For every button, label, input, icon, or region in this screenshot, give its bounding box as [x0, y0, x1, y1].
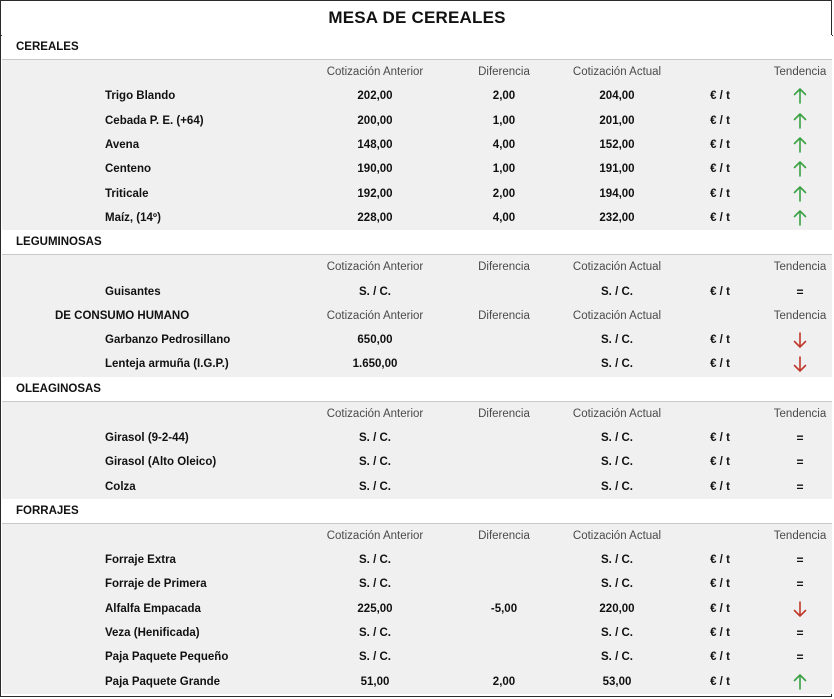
price-unit: € / t	[710, 651, 730, 664]
trend-indicator	[762, 670, 834, 694]
arrow-up-icon	[793, 160, 807, 178]
product-name: Forraje Extra	[105, 554, 176, 567]
section-label: FORRAJES	[16, 504, 79, 517]
equal-icon: =	[796, 284, 804, 299]
price-unit: € / t	[710, 675, 730, 688]
price-actual: 53,00	[602, 675, 632, 688]
section-label: OLEAGINOSAS	[16, 382, 101, 395]
product-name: Guisantes	[105, 285, 161, 298]
section-header	[2, 377, 832, 401]
trend-indicator	[762, 181, 834, 205]
price-anterior: 200,00	[357, 114, 393, 127]
trend-indicator	[762, 621, 834, 645]
price-diferencia	[464, 572, 544, 596]
section-header	[2, 499, 832, 523]
price-actual: 191,00	[599, 163, 635, 176]
table-row	[2, 157, 832, 181]
column-header-actual: Cotización Actual	[572, 309, 662, 322]
product-name: Girasol (Alto Oleico)	[105, 456, 217, 469]
column-header-row	[2, 59, 832, 84]
price-anterior: S. / C.	[359, 432, 391, 444]
trend-indicator	[762, 426, 834, 450]
subsection-header-row	[2, 304, 832, 328]
price-actual: S. / C.	[601, 358, 633, 371]
price-anterior: 190,00	[357, 163, 393, 176]
arrow-up-icon	[793, 112, 807, 130]
arrow-down-icon	[793, 331, 807, 349]
price-anterior: 202,00	[357, 90, 393, 103]
table-row	[2, 621, 832, 645]
trend-indicator	[762, 109, 834, 133]
column-header-actual: Cotización Actual	[572, 261, 662, 274]
table-row	[2, 474, 832, 498]
price-anterior: 1.650,00	[352, 358, 398, 371]
price-anterior: S. / C.	[359, 554, 391, 567]
price-diferencia: -5,00	[490, 602, 518, 615]
product-name: Centeno	[105, 163, 151, 176]
product-name: Colza	[105, 480, 136, 493]
price-diferencia: 1,00	[492, 114, 516, 127]
equal-icon: =	[796, 479, 804, 494]
price-diferencia	[464, 450, 544, 474]
arrow-up-icon	[793, 136, 807, 154]
column-header-tendencia: Tendencia	[773, 66, 827, 79]
table-row	[2, 328, 832, 352]
price-anterior: S. / C.	[359, 285, 391, 298]
price-unit: € / t	[710, 163, 730, 176]
equal-icon: =	[796, 431, 804, 445]
arrow-up-icon	[793, 209, 807, 227]
table-row	[2, 597, 832, 621]
price-anterior: 650,00	[357, 334, 393, 347]
price-diferencia	[464, 474, 544, 498]
trend-indicator	[762, 572, 834, 596]
price-diferencia: 4,00	[492, 139, 516, 152]
table-row	[2, 206, 832, 230]
column-header-actual: Cotización Actual	[572, 66, 662, 79]
arrow-up-icon	[793, 185, 807, 203]
price-anterior: 148,00	[357, 139, 393, 152]
column-header-diferencia: Diferencia	[478, 66, 530, 79]
price-diferencia: 4,00	[492, 211, 516, 224]
price-diferencia: 1,00	[492, 163, 516, 176]
product-name: Veza (Henificada)	[105, 627, 200, 640]
column-header-row	[2, 523, 832, 548]
arrow-down-icon	[793, 355, 807, 373]
price-actual: S. / C.	[601, 334, 633, 347]
price-actual: 220,00	[599, 602, 635, 615]
price-anterior: S. / C.	[359, 480, 391, 493]
price-diferencia	[464, 426, 544, 450]
arrow-up-icon	[793, 87, 807, 105]
price-anterior: 228,00	[357, 211, 393, 224]
page-title: MESA DE CEREALES	[1, 1, 833, 36]
price-unit: € / t	[710, 114, 730, 127]
trend-indicator	[762, 84, 834, 108]
product-name: Forraje de Primera	[105, 578, 207, 591]
product-name: Cebada P. E. (+64)	[105, 114, 204, 127]
product-name: Paja Paquete Pequeño	[105, 651, 229, 664]
section-label: CEREALES	[16, 41, 79, 53]
price-diferencia	[464, 352, 544, 376]
price-unit: € / t	[710, 211, 730, 224]
product-name: Avena	[105, 139, 140, 152]
product-name: Girasol (9-2-44)	[105, 432, 189, 444]
arrow-down-icon	[793, 600, 807, 618]
column-header-actual: Cotización Actual	[572, 529, 662, 542]
product-name: Alfalfa Empacada	[105, 602, 201, 615]
price-actual: 152,00	[599, 139, 635, 152]
price-diferencia: 2,00	[492, 90, 516, 103]
price-actual: S. / C.	[601, 285, 633, 298]
price-diferencia	[464, 621, 544, 645]
subsection-label: DE CONSUMO HUMANO	[55, 309, 190, 322]
price-unit: € / t	[710, 627, 730, 640]
product-name: Triticale	[105, 187, 149, 200]
trend-indicator	[762, 597, 834, 621]
trend-indicator	[762, 548, 834, 572]
column-header-tendencia: Tendencia	[773, 529, 827, 542]
product-name: Trigo Blando	[105, 90, 176, 103]
price-unit: € / t	[710, 602, 730, 615]
price-diferencia	[464, 548, 544, 572]
trend-indicator	[762, 279, 834, 303]
price-unit: € / t	[710, 334, 730, 347]
table-row	[2, 426, 832, 450]
column-header-anterior: Cotización Anterior	[326, 309, 424, 322]
table-body	[2, 35, 832, 694]
price-diferencia: 2,00	[492, 187, 516, 200]
equal-icon: =	[796, 455, 804, 470]
price-unit: € / t	[710, 358, 730, 371]
trend-indicator	[762, 328, 834, 352]
column-header-diferencia: Diferencia	[478, 309, 530, 322]
price-actual: 232,00	[599, 211, 635, 224]
column-header-tendencia: Tendencia	[773, 407, 827, 420]
price-actual: S. / C.	[601, 480, 633, 493]
price-anterior: S. / C.	[359, 627, 391, 640]
table-row	[2, 670, 832, 694]
product-name: Garbanzo Pedrosillano	[105, 334, 231, 347]
trend-indicator	[762, 206, 834, 230]
product-name: Paja Paquete Grande	[105, 675, 221, 688]
product-name: Maíz, (14º)	[105, 211, 161, 224]
price-actual: S. / C.	[601, 554, 633, 567]
price-unit: € / t	[710, 578, 730, 591]
trend-indicator	[762, 645, 834, 669]
column-header-anterior: Cotización Anterior	[326, 529, 424, 542]
price-unit: € / t	[710, 432, 730, 444]
trend-indicator	[762, 133, 834, 157]
price-diferencia	[464, 328, 544, 352]
column-header-diferencia: Diferencia	[478, 407, 530, 420]
section-label: LEGUMINOSAS	[16, 236, 102, 249]
price-diferencia	[464, 645, 544, 669]
price-actual: S. / C.	[601, 627, 633, 640]
table-row	[2, 548, 832, 572]
arrow-up-icon	[793, 673, 807, 691]
price-actual: 201,00	[599, 114, 635, 127]
table-row	[2, 572, 832, 596]
product-name: Lenteja armuña (I.G.P.)	[105, 358, 229, 371]
price-anterior: S. / C.	[359, 651, 391, 664]
column-header-anterior: Cotización Anterior	[326, 407, 424, 420]
price-anterior: S. / C.	[359, 456, 391, 469]
table-row	[2, 133, 832, 157]
table-row	[2, 352, 832, 376]
column-header-actual: Cotización Actual	[572, 407, 662, 420]
column-header-diferencia: Diferencia	[478, 261, 530, 274]
column-header-anterior: Cotización Anterior	[326, 261, 424, 274]
equal-icon: =	[796, 650, 804, 665]
price-anterior: 192,00	[357, 187, 393, 200]
table-row	[2, 84, 832, 108]
price-unit: € / t	[710, 139, 730, 152]
price-diferencia: 2,00	[492, 675, 516, 688]
price-actual: S. / C.	[601, 432, 633, 444]
equal-icon: =	[796, 577, 804, 592]
price-actual: 204,00	[599, 90, 635, 103]
table-row	[2, 181, 832, 205]
equal-icon: =	[796, 626, 804, 641]
trend-indicator	[762, 474, 834, 498]
column-header-diferencia: Diferencia	[478, 529, 530, 542]
price-unit: € / t	[710, 90, 730, 103]
price-anterior: 51,00	[360, 675, 390, 688]
price-anterior: S. / C.	[359, 578, 391, 591]
price-actual: 194,00	[599, 187, 635, 200]
table-row	[2, 279, 832, 303]
table-row	[2, 450, 832, 474]
price-actual: S. / C.	[601, 456, 633, 469]
column-header-tendencia: Tendencia	[773, 309, 827, 322]
equal-icon: =	[796, 553, 804, 568]
price-unit: € / t	[710, 285, 730, 298]
price-unit: € / t	[710, 554, 730, 567]
column-header-row	[2, 254, 832, 279]
price-anterior: 225,00	[357, 602, 393, 615]
section-header	[2, 35, 832, 59]
trend-indicator	[762, 157, 834, 181]
trend-indicator	[762, 352, 834, 376]
price-unit: € / t	[710, 187, 730, 200]
price-actual: S. / C.	[601, 651, 633, 664]
table-row	[2, 645, 832, 669]
column-header-row	[2, 401, 832, 426]
column-header-anterior: Cotización Anterior	[326, 66, 424, 79]
price-unit: € / t	[710, 480, 730, 493]
trend-indicator	[762, 450, 834, 474]
section-header	[2, 230, 832, 254]
price-actual: S. / C.	[601, 578, 633, 591]
price-unit: € / t	[710, 456, 730, 469]
price-diferencia	[464, 279, 544, 303]
column-header-tendencia: Tendencia	[773, 261, 827, 274]
table-row	[2, 109, 832, 133]
